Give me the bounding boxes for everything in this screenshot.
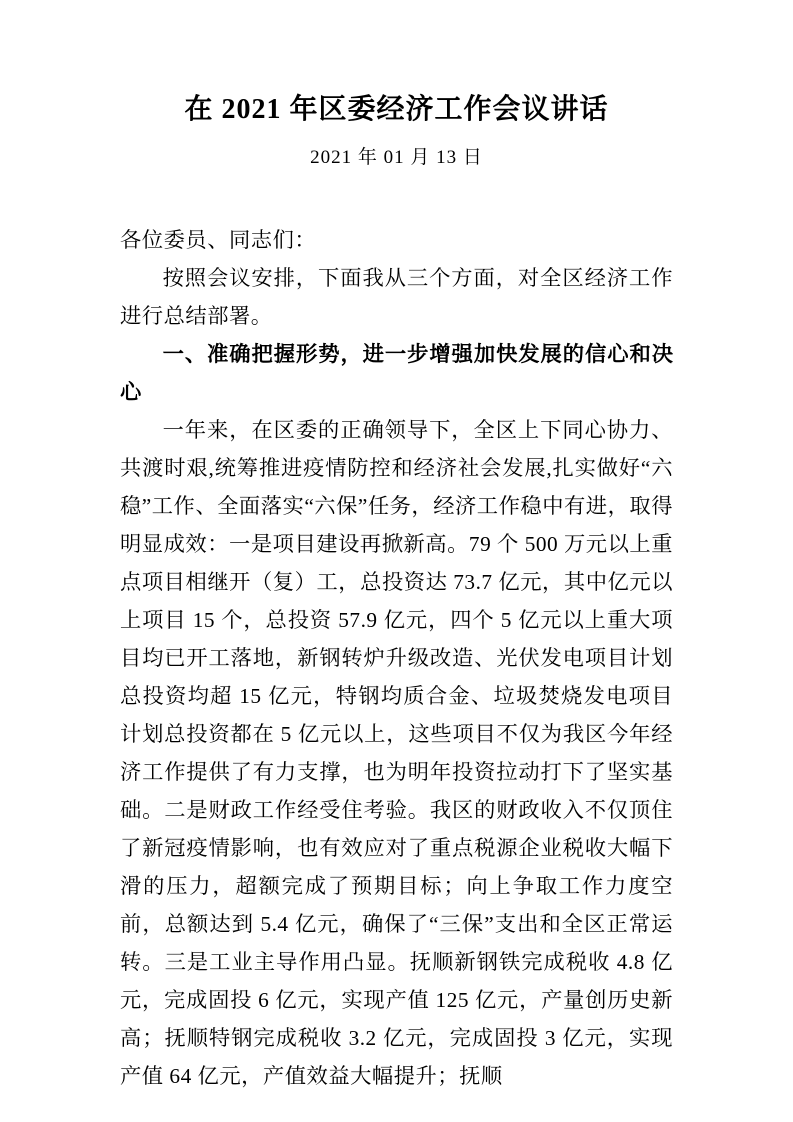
paragraph-container: [120, 259, 673, 1095]
section-heading: 一、准确把握形势，进一步增强加快发展的信心和决心: [120, 342, 673, 404]
body-paragraph: 按照会议安排，下面我从三个方面，对全区经济工作进行总结部署。: [120, 266, 673, 328]
document-title: 在 2021 年区委经济工作会议讲话: [184, 94, 609, 125]
document-body: [120, 221, 673, 1095]
salutation: 各位委员、同志们：: [120, 228, 317, 252]
document-date: 2021 年 01 月 13 日: [310, 147, 483, 168]
body-paragraph: 一年来，在区委的正确领导下，全区上下同心协力、共渡时艰,统筹推进疫情防控和经济社会发展,扎实做好“六稳”工作、全面落实“六保”任务，经济工作稳中有进，取得明显成效：一是项目建设再掀新高。79 个 500 万元以上重点项目相继开（复）工，总投资达 73.7 亿元，其中亿元以上项目 15 个，总投资 57.9 亿元，四个 5 亿元以上重大项目均已开工落地，新钢转炉升级改造、光伏发电项目计划总投资均超 15 亿元，特钢均质合金、垃圾焚烧发电项目计划总投资都在 5 亿元以上，这些项目不仅为我区今年经济工作提供了有力支撑，也为明年投资拉动打下了坚实基础。二是财政工作经受住考验。我区的财政收入不仅顶住了新冠疫情影响，也有效应对了重点税源企业税收大幅下滑的压力，超额完成了预期目标；向上争取工作力度空前，总额达到 5.4 亿元，确保了“三保”支出和全区正常运转。三是工业主导作用凸显。抚顺新钢铁完成税收 4.8 亿元，完成固投 6 亿元，实现产值 125 亿元，产量创历史新高；抚顺特钢完成税收 3.2 亿元，完成固投 3 亿元，实现产值 64 亿元，产值效益大幅提升；抚顺: [120, 418, 673, 1088]
